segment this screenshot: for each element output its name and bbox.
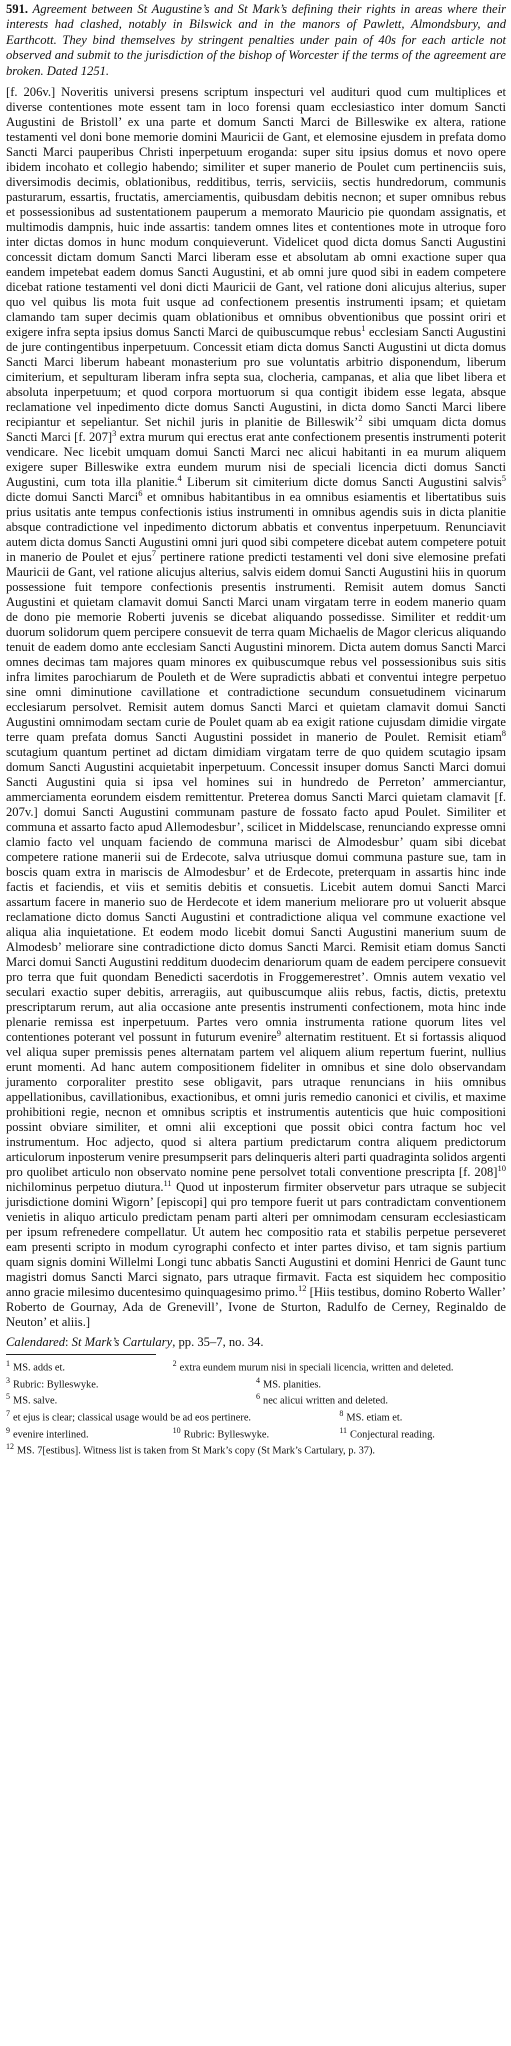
- footnote-number: 1: [6, 1359, 10, 1369]
- footnote: [6, 1358, 173, 1375]
- footnote-number: 11: [339, 1425, 348, 1435]
- text-run: Quod ut inposterum firmiter observetur pars utraque se subjecit jurisdictione domini Wigorn’ [episcopi] qui pro tempore fuerit ut pars contradictam conventionem venietis in aliquo articulo predictam penam parti alteri per omnimodam censuram ecclesiasticam per ipsum refrenedere compellatur. Ut autem hec compositio rata et stabilis perpetue perseveret eam presenti scripto in modum cyrographi confecto et inter partes diviso, et tam signis partium quam signis domini Willelmi Longi tunc abbatis Sancti Augustini et domini Henrici de Gaunt tunc magistri domus Sancti Marci signato, pars utraque firmavit. Facta est siquidem hec compositio anno gracie milesimo ducentesimo quinquagesimo primo.: [6, 1180, 506, 1300]
- latin-text: [6, 85, 506, 1330]
- text-run: alternatim restituent. Et si fortassis aliquod vel aliqua super premissis penes alternatam partem vel aliquem alium repertum fuerint, nullius erunt momenti. Ad hanc autem compositionem fideliter in omnibus et sine dolo observandam juramento corporaliter prestito sese obligavit, pars utraque renuncians in hiis omnibus appellationibus, cavillationibus, exactionibus, et omni juris remedio canonici et civilis, et maxime prohibitioni regie, necnon et omnibus scriptis et instrumentis autenticis que huic compositioni possint obviare similiter, et omni alii exceptioni que possit obici contra factum hoc vel instrumentum. Hoc adjecto, quod si altera partium predictarum contra aliquem predictorum articulorum inposterum venire presumpserit pars delinqueris alteri parti quadraginta solidos argenti pro quolibet articulo non observato nomine pene persolvet totali conventione prescripta [f. 208]: [6, 1030, 506, 1180]
- footnote-text: MS. planities.: [263, 1379, 322, 1391]
- footnote-number: 12: [6, 1442, 14, 1452]
- footnote-text: MS. etiam et.: [346, 1412, 403, 1424]
- footnote-row: [6, 1408, 506, 1425]
- footnote-row: [6, 1441, 506, 1458]
- text-run: pertinere ratione predicti testamenti vel doni sive elemosine prefati Mauricii de Gant, vel ratione alicujus alterius, salvis eidem domui Sancti Augustini hiis in quorum possessione fuit tempore confectionis presentis instrumenti. Remisit autem domus Sancti Augustini et quietam clamavit domui Sancti Marci unam virgatam terre in eodem manerio quam de dono pie memorie Roberti juvenis se dicebat aliquando possedisse. Similiter et reddit·um duorum solidorum quem percipere consuevit de terra quam Michaelis de Magor clericus aliquando tenuit de eadem domo ante ecclesiam Sancti Augustini minorem. Dicta autem domus Sancti Marci omnes decimas tam majores quam minores ex quibuscumque rebus vel possessionibus suis sitis infra limites parochiarum de Pouleth et de Were supradictis abbati et conventui integre perpetuo sine omni diminutione cavillatione et contradictione secundum consuetudinem vicinarum ecclesiarum persolvet. Remisit autem domus Sancti Marci et quietam clamavit domui Sancti Augustini omnimodam sectam curie de Poulet quam ab ea exigit ratione cujusdam dimidie virgate terre quam prefata domus Sancti Augustini possidet in manerio de Poulet. Remisit etiam: [6, 550, 506, 745]
- footnote-number: 2: [172, 1359, 177, 1369]
- footnote-text: MS. salve.: [13, 1395, 58, 1407]
- footnote: [6, 1425, 173, 1442]
- footnote-text: MS. 7[estibus]. Witness list is taken from St Mark’s copy (St Mark’s Cartulary, p. 37).: [17, 1445, 376, 1457]
- footnote-text: extra eundem murum nisi in speciali licencia, written and deleted.: [179, 1362, 454, 1374]
- footnote: [6, 1391, 256, 1408]
- footnote-number: 3: [6, 1375, 10, 1385]
- footnote-marker: 2: [358, 412, 363, 423]
- footnote: [6, 1408, 339, 1425]
- footnote-text: MS. adds et.: [13, 1362, 65, 1374]
- footnote-text: Rubric: Bylleswyke.: [13, 1379, 99, 1391]
- footnote-marker: 11: [163, 1177, 172, 1188]
- document-page: [0, 2, 511, 1458]
- text-run: Liberum sit cimiterium dicte domus Sancti Augustini salvis: [181, 475, 502, 490]
- calendared-title: St Mark’s Cartulary: [71, 1335, 173, 1350]
- footnote: [173, 1358, 506, 1375]
- footnote: [339, 1408, 506, 1425]
- footnote-number: 8: [339, 1409, 344, 1419]
- footnote-marker: 8: [501, 727, 506, 738]
- text-run: et omnibus habitantibus in ea omnibus esiamentis et libertatibus suis prius usitatis ante tempus confectionis istius instrumenti in omnibus agendis suis in dicta planitie absque contradictione vel inpedimento dictorum abbatis et conventus inperpetuum. Renunciavit autem dicta domus Sancti Augustini omni juri quod sibi competere dicebat autem competere potuit in manerio de Poulet et ejus: [6, 490, 506, 565]
- footnote-number: 10: [172, 1425, 181, 1435]
- text-run: nichilominus perpetuo diutura.: [6, 1180, 164, 1195]
- footnote-marker: 6: [138, 487, 143, 498]
- footnote-marker: 5: [501, 472, 507, 483]
- footnote: [6, 1375, 256, 1392]
- footnote-text: Rubric: Bylleswyke.: [183, 1429, 270, 1441]
- text-run: extra murum qui erectus erat ante confectionem presentis instrumenti poterit vendicare. Nec licebit umquam domui Sancti Marci nec alicui habitanti in ea murum aliquem exigere super Billeswike extra eundem murum nisi de speciali licencia dicti domus Sancti Augustini, cum tota illa planitie.: [6, 430, 506, 490]
- footnote-number: 7: [6, 1409, 10, 1419]
- footnote-marker: 1: [361, 322, 366, 333]
- footnote-marker: 9: [276, 1027, 282, 1038]
- summary-text: Agreement between St Augustine’s and St Mark’s defining their rights in areas where their interests had clashed, notably in Bilswick and in the manors of Pawlett, Almondsbury, and Earthcott. They bind themselves by stringent penalties under pain of 40s for each article not observed and submit to the jurisdiction of the bishop of Worcester if the terms of the agreement are broken. Dated 1251.: [6, 2, 506, 78]
- footnote-row: [6, 1375, 506, 1392]
- text-run: [f. 206v.] Noveritis universi presens scriptum inspecturi vel audituri quod cum multiplices et diverse contentiones mote essent tam in loco forensi quam ecclesiastico inter domum Sancti Augustini de Bristoll’ ex una parte et domum Sancti Marci de Billeswike ex altera, ratione testamenti vel doni bone memorie domini Mauricii de Gant, et elemosine ejusdem in prefata domo Sancti Marci pauperibus Christi inperpetuum eroganda: super situ ipsius domus et novo opere ibidem incohato et collegio habendo; similiter et super manerio de Poulet cum pertinenciis suis, diversimodis decimis, oblationibus, redditibus, terris, serviciis, sectis hundredorum, communis pasturarum, essartis, fructatis, amerciamentis, quibusdam debitis necnon; et super omnibus rebus et possessionibus ad sustentationem pauperum a memorato Mauricio pie quondam assignatis, et multimodis dampnis, huic inde assartis: tandem omnes lites et contentiones mote in utroque foro inter dictas domos in hunc modum conquieverunt. Videlicet quod dicta domus Sancti Augustini concessit dictam domum Sancti Marci liberam esse et absolutam ab omni exactione super qua eandem impetebat eadem domus Sancti Augustini, et ab omni jure quod sibi in eadem competere dicebat ratione testamenti vel doni dicti Mauricii de Gant, vel ratione doni alicujus alterius, super quo vel quibus lis mota fuit usque ad confectionem presentis instrumenti ipsam; et quietam clamando tam super decimis quam oblationibus et omnibus obventionibus que possint oriri et exigere infra septa ipsius domus Sancti Marci de quibuscumque rebus: [6, 85, 506, 340]
- footnote-row: [6, 1425, 506, 1442]
- calendared-pages: , pp. 35–7, no. 34.: [172, 1335, 264, 1350]
- footnote: [173, 1425, 340, 1442]
- footnote-row: [6, 1358, 506, 1375]
- calendared-reference: Calendared: St Mark’s Cartulary, pp. 35–7, no. 34.: [6, 1335, 264, 1350]
- footnote-text: evenire interlined.: [13, 1429, 89, 1441]
- text-run: [Hiis testibus, domino Roberto Waller’ Roberto de Gournay, Ada de Grenevill’, Ivone de Sturton, Radulfo de Cerney, Reginaldo de Neuton’ et aliis.]: [6, 1285, 506, 1330]
- footnote: [339, 1425, 506, 1442]
- text-run: dicte domui Sancti Marci: [6, 490, 139, 505]
- footnote-divider: [6, 1354, 156, 1355]
- footnote-marker: 12: [297, 1282, 307, 1293]
- footnote-text: Conjectural reading.: [350, 1429, 435, 1441]
- calendared-label: Calendared: [6, 1335, 65, 1350]
- footnote-row: [6, 1391, 506, 1408]
- footnotes: [6, 1358, 506, 1458]
- footnote-number: 4: [256, 1375, 260, 1385]
- document-number: 591.: [6, 2, 29, 16]
- footnote-number: 9: [6, 1425, 10, 1435]
- footnote-marker: 4: [177, 472, 182, 483]
- footnote-marker: 7: [151, 547, 156, 558]
- footnote-marker: 10: [497, 1162, 506, 1173]
- footnote: [256, 1391, 506, 1408]
- text-run: sibi umquam dicta domus Sancti Marci [f. 207]: [6, 415, 506, 445]
- footnote: [6, 1441, 506, 1458]
- footnote-number: 6: [256, 1392, 260, 1402]
- text-run: ecclesiam Sancti Augustini de jure contingentibus inperpetuum. Concessit etiam dicta domus Sancti Augustini ut dicta domus Sancti Marci liberum habeant monasterium pro sue voluntatis arbitrio disponendum, liberum cimiterium, et sepulturam liberam infra septa sua, clocheria, campanas, et alia que libet libera et absoluta inperpetuum; et quod corpora mortuorum si qua contigit ibidem esse legata, absque reclamatione vel inpedimento dicte domus Sancti Augustini, in dicta domo Sancti Marci libere recipiantur et sepeliantur. Set nichil juris in planitie de Billeswik’: [6, 325, 506, 430]
- footnote-number: 5: [6, 1392, 10, 1402]
- footnote-text: et ejus is clear; classical usage would be ad eos pertinere.: [13, 1412, 252, 1424]
- document-summary: [6, 2, 506, 79]
- footnote: [256, 1375, 506, 1392]
- footnote-marker: 3: [112, 427, 117, 438]
- footnote-text: nec alicui written and deleted.: [263, 1395, 388, 1407]
- text-run: scutagium quantum pertinet ad dictam dimidiam virgatam terre de quo quidem scutagio ipsam domum Sancti Augustini acquietabit inperpetuum. Concessit insuper domus Sancti Marci domui Sancti Augustini quia si ipsa vel homines sui in hundredo de Perreton’ ammerciantur, ammerciamenta eorundem eisdem remittentur. Preterea domus Sancti Marci quietam clamavit [f. 207v.] domui Sancti Augustini communam pasture de fossato facto apud Poulet. Similiter et communa et assarto facto apud Allemodesbur’, scilicet in Middelscase, renunciando expresse omni clamio facto vel unquam faciendo de communa marisci de Almodesbur’ quam sibi dicebat competere ratione manerii sui de Erdecote, salva utriusque domui communa pasture sue, tam in boscis quam extra in mariscis de Almodesbur’ et de Erdecote, preterquam in assartis hinc inde factis et faciendis, et viis et semitis debitis et consuetis. Licebit autem domui Sancti Marci assartum facere in manerio suo de Herdecote et idem manerium meliorare pro ut voluerit absque reclamatione dicto domus Sancti Augustini et contradictione aliqua vel commune exactione vel aliqua alia inquietatione. Et eodem modo licebit domui Sancti Augustini manerium suum de Almodesb’ meliorare sine contradictione dicto domus Sancti Marci. Remisit etiam domus Sancti Marci domui Sancti Augustini redditum duodecim denariorum quam de eadem percipere consuevit pro terra que fuit quondam Benedicti sacerdotis in Froggemerestret’. Omnis autem vexatio vel seculari exactio super debitis, arreragiis, aut quibuscumque aliis rebus, factis, dictis, pretextu prescriptarum rerum, aut alia occasione ante presentis instrumenti confectionem, mota hinc inde plenarie remissa est inperpetuum. Partes vero omnia instrumenta ratione quorum lites vel contentiones poterant vel possunt in futurum evenire: [6, 745, 506, 1045]
